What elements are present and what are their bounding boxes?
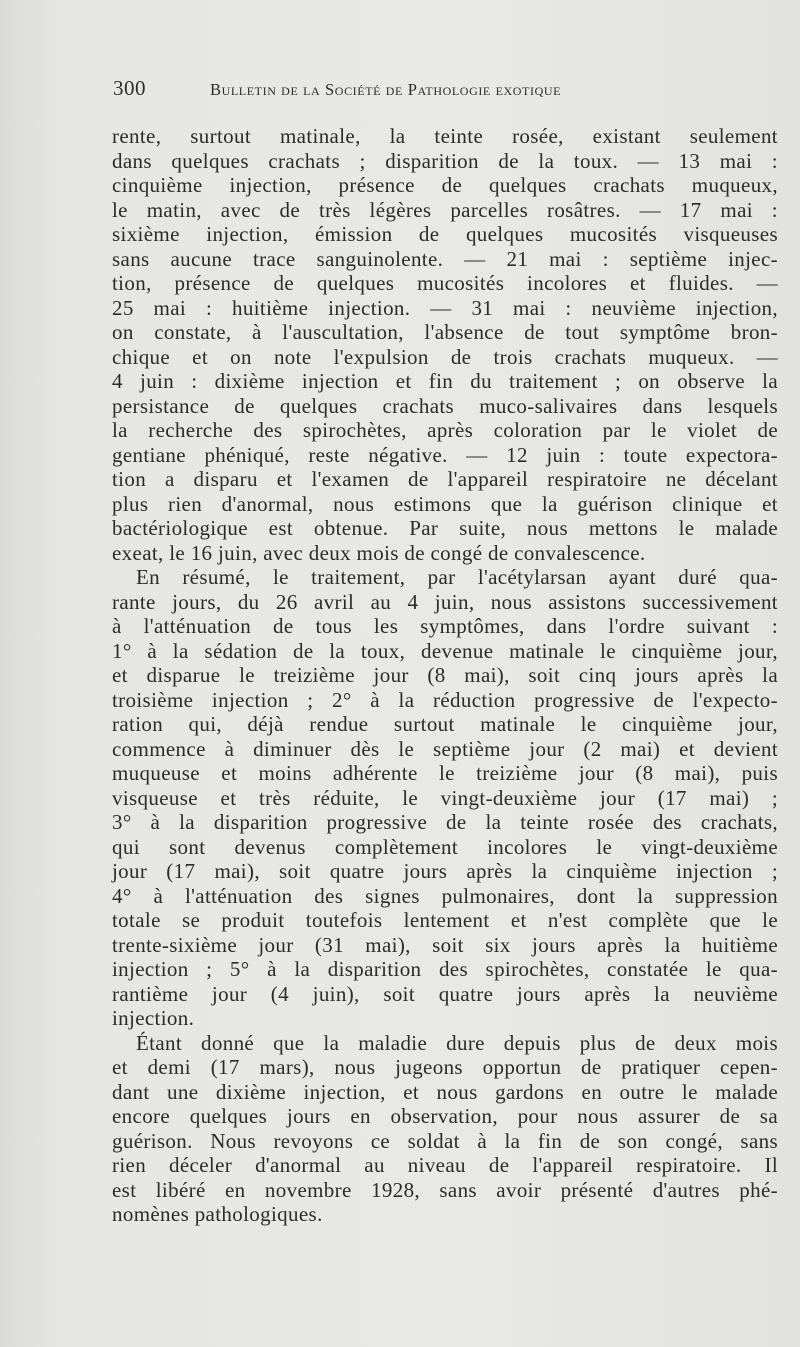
text-line: on constate, à l'auscultation, l'absence de tout symptôme bron- — [112, 320, 778, 344]
text-line: injection. — [112, 1006, 195, 1030]
text-line: nomènes pathologiques. — [112, 1202, 323, 1226]
text-line: persistance de quelques crachats muco-salivaires dans lesquels — [112, 393, 778, 418]
text-line: guérison. Nous revoyons ce soldat à la fin de son congé, sans — [112, 1128, 778, 1153]
text-line: et demi (17 mars), nous jugeons opportun de pratiquer cepen- — [112, 1055, 778, 1079]
text-line: est libéré en novembre 1928, sans avoir présenté d'autres phé- — [112, 1177, 778, 1202]
running-title: Bulletin de la Société de Pathologie exotique — [210, 80, 562, 99]
text-line: tion, présence de quelques mucosités incolores et fluides. — — [112, 271, 778, 295]
text-line: plus rien d'anormal, nous estimons que la guérison clinique et — [112, 491, 778, 516]
page-header — [113, 76, 673, 102]
text-line: dans quelques crachats ; disparition de la toux. — 13 mai : — [112, 148, 778, 173]
text-line: Étant donné que la maladie dure depuis plus de deux mois — [136, 1030, 778, 1055]
text-line: rien déceler d'anormal au niveau de l'appareil respiratoire. Il — [112, 1153, 778, 1177]
text-line: troisième injection ; 2° à la réduction progressive de l'expecto- — [112, 687, 778, 712]
body-text — [112, 124, 778, 1227]
text-line: bactériologique est obtenue. Par suite, nous mettons le malade — [112, 516, 778, 540]
text-line: 3° à la disparition progressive de la teinte rosée des crachats, — [112, 810, 778, 834]
text-line: 1° à la sédation de la toux, devenue matinale le cinquième jour, — [112, 638, 778, 663]
text-line: sans aucune trace sanguinolente. — 21 mai : septième injec- — [112, 246, 778, 271]
text-line: rante jours, du 26 avril au 4 juin, nous assistons successivement — [112, 589, 778, 614]
text-line: ration qui, déjà rendue surtout matinale le cinquième jour, — [112, 712, 778, 736]
text-line: gentiane phéniqué, reste négative. — 12 juin : toute expectora- — [112, 442, 778, 467]
text-line: muqueuse et moins adhérente le treizième jour (8 mai), puis — [112, 761, 778, 785]
text-line: rantième jour (4 juin), soit quatre jours après la neuvième — [112, 981, 778, 1006]
text-line: à l'atténuation de tous les symptômes, dans l'ordre suivant : — [112, 614, 778, 638]
text-line: dant une dixième injection, et nous gardons en outre le malade — [112, 1079, 778, 1104]
text-line: encore quelques jours en observation, pour nous assurer de sa — [112, 1104, 778, 1128]
text-line: tion a disparu et l'examen de l'appareil respiratoire ne décelant — [112, 467, 778, 491]
text-line: En résumé, le traitement, par l'acétylarsan ayant duré qua- — [136, 565, 778, 589]
text-line: commence à diminuer dès le septième jour (2 mai) et devient — [112, 736, 778, 761]
text-line: totale se produit toutefois lentement et n'est complète que le — [112, 908, 778, 932]
text-line: visqueuse et très réduite, le vingt-deuxième jour (17 mai) ; — [112, 785, 778, 810]
text-line: 25 mai : huitième injection. — 31 mai : neuvième injection, — [112, 295, 778, 320]
text-line: injection ; 5° à la disparition des spirochètes, constatée le qua- — [112, 957, 778, 981]
text-line: chique et on note l'expulsion de trois crachats muqueux. — — [112, 344, 778, 369]
text-line: 4 juin : dixième injection et fin du traitement ; on observe la — [112, 369, 778, 393]
page-number: 300 — [113, 76, 146, 100]
text-line: 4° à l'atténuation des signes pulmonaires, dont la suppression — [112, 883, 778, 908]
text-line: qui sont devenus complètement incolores le vingt-deuxième — [112, 834, 778, 859]
text-line: rente, surtout matinale, la teinte rosée, existant seulement — [112, 124, 778, 148]
text-line: le matin, avec de très légères parcelles rosâtres. — 17 mai : — [112, 197, 778, 222]
text-line: exeat, le 16 juin, avec deux mois de congé de convalescence. — [112, 540, 646, 565]
text-line: cinquième injection, présence de quelques crachats muqueux, — [112, 173, 778, 197]
text-line: jour (17 mai), soit quatre jours après la cinquième injection ; — [112, 859, 778, 883]
text-line: la recherche des spirochètes, après coloration par le violet de — [112, 418, 778, 442]
text-line: sixième injection, émission de quelques mucosités visqueuses — [112, 222, 778, 246]
text-line: trente-sixième jour (31 mai), soit six jours après la huitième — [112, 932, 778, 957]
text-line: et disparue le treizième jour (8 mai), soit cinq jours après la — [112, 663, 778, 687]
